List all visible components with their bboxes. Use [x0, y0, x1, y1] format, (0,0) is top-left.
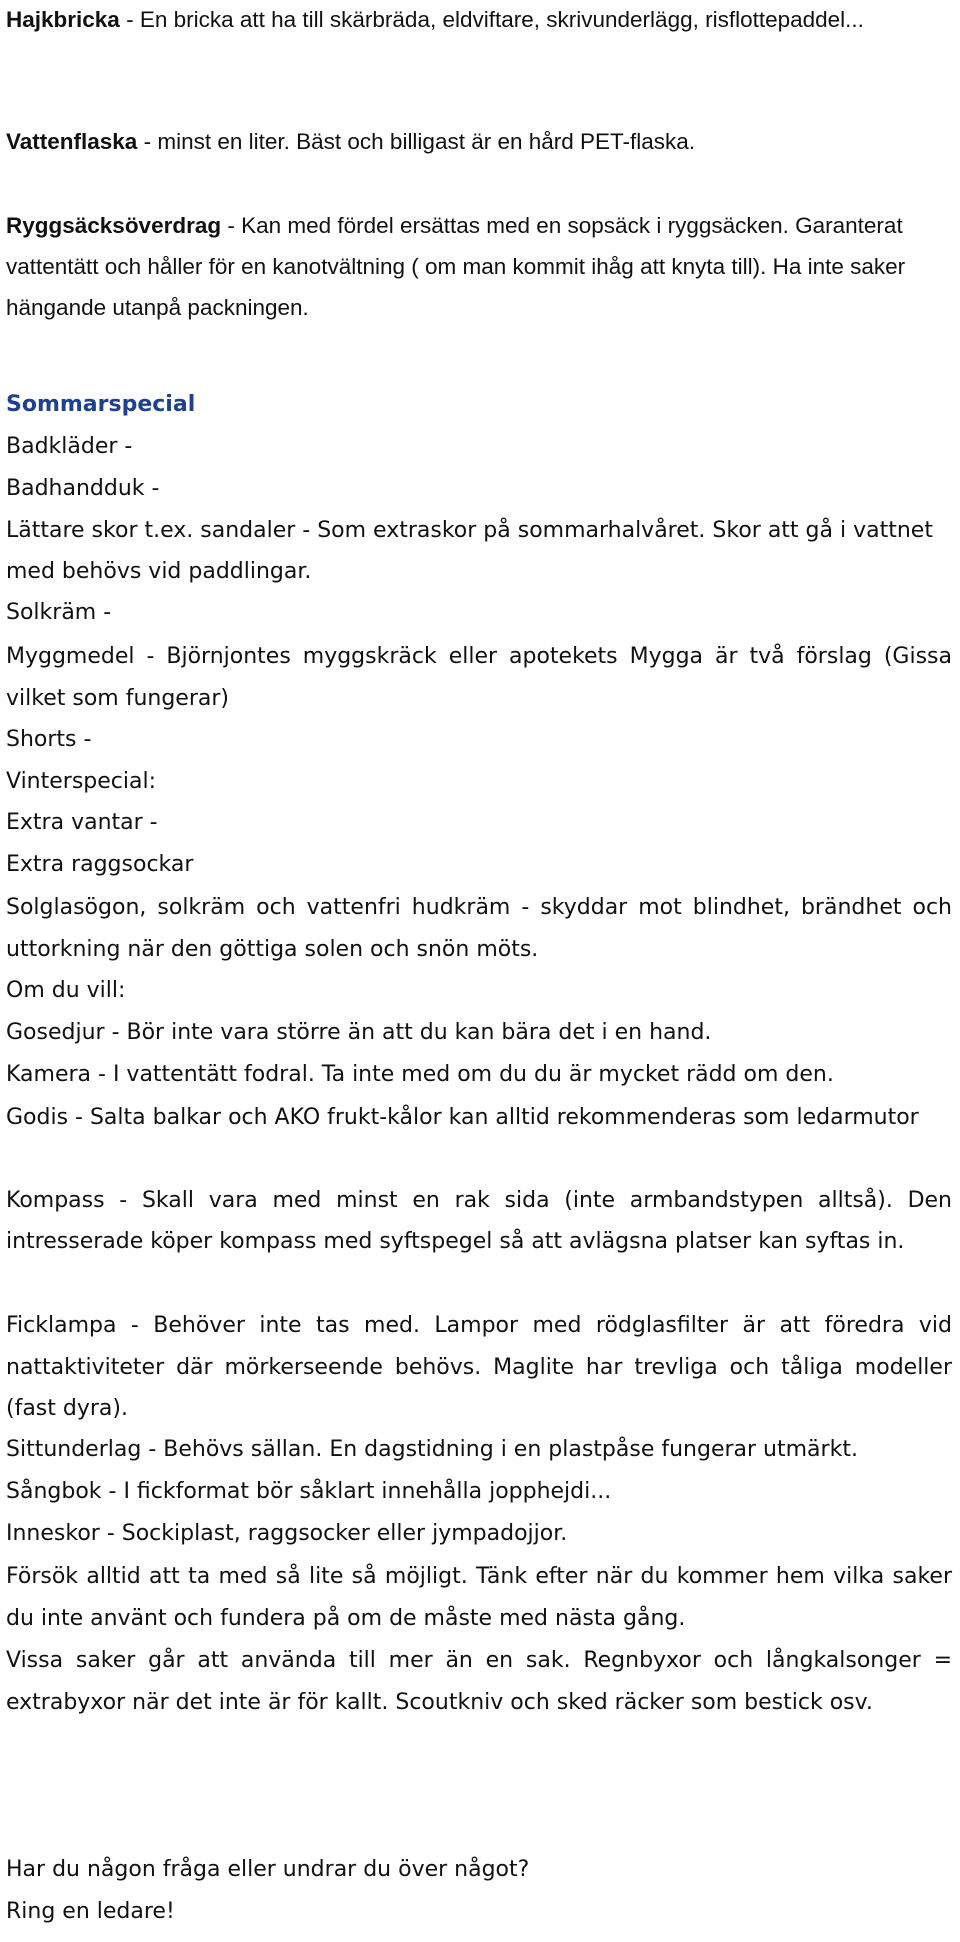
item-inneskor: Inneskor - Sockiplast, raggsocker eller jympadojjor. [6, 1521, 568, 1546]
heading-om-du-vill: Om du vill: [6, 978, 126, 1003]
item-extra-vantar: Extra vantar - [6, 810, 158, 835]
text-hajkbricka: - En bricka att ha till skärbräda, eldviftare, skrivunderlägg, risflottepaddel... [119, 7, 864, 32]
item-gosedjur: Gosedjur - Bör inte vara större än att du kan bära det i en hand. [6, 1020, 712, 1045]
item-kamera: Kamera - I vattentätt fodral. Ta inte med om du du är mycket rädd om den. [6, 1062, 834, 1087]
term-vattenflaska: Vattenflaska [6, 129, 138, 154]
tip-flera-anvandningar: Vissa saker går att använda till mer än en sak. Regnbyxor och långkalsonger = extrabyxor när det inte är för kallt. Scoutkniv och sked räcker som bestick osv. [6, 1648, 952, 1715]
item-myggmedel: Myggmedel - Björnjontes myggskräck eller apotekets Mygga är två förslag (Gissa vilket som fungerar) [6, 644, 952, 711]
footer-call-leader: Ring en ledare! [6, 1899, 175, 1924]
footer-question: Har du någon fråga eller undrar du över något? [6, 1857, 530, 1882]
item-solglasogon: Solglasögon, solkräm och vattenfri hudkräm - skyddar mot blindhet, brändhet och uttorkning när den göttiga solen och snön möts. [6, 895, 952, 962]
text-ryggsacksoverdrag: - Kan med fördel ersättas med en sopsäck i ryggsäcken. Garanterat vattentätt och håller för en kanotvältning ( om man kommit ihåg att knyta till). Ha inte saker hängande utanpå packningen. [6, 213, 906, 320]
item-badhandduk: Badhandduk - [6, 476, 160, 501]
item-ficklampa: Ficklampa - Behöver inte tas med. Lampor med rödglasfilter är att föredra vid nattaktiviteter där mörkerseende behövs. Maglite har trevliga och tåliga modeller (fast dyra). [6, 1313, 952, 1421]
item-vattenflaska [6, 122, 952, 163]
item-sittunderlag: Sittunderlag - Behövs sällan. En dagstidning i en plastpåse fungerar utmärkt. [6, 1437, 858, 1462]
tip-ta-lite: Försök alltid att ta med så lite så möjligt. Tänk efter när du kommer hem vilka saker du inte använt och fundera på om de måste med nästa gång. [6, 1564, 952, 1631]
text-vattenflaska: - minst en liter. Bäst och billigast är en hård PET-flaska. [137, 129, 696, 154]
item-skor: Lättare skor t.ex. sandaler - Som extraskor på sommarhalvåret. Skor att gå i vattnet med behövs vid paddlingar. [6, 518, 933, 584]
item-sangbok: Sångbok - I fickformat bör såklart innehålla jopphejdi... [6, 1479, 612, 1504]
item-hajkbricka [6, 0, 952, 41]
heading-sommarspecial: Sommarspecial [6, 392, 196, 417]
item-ryggsacksoverdrag [6, 205, 952, 328]
term-ryggsacksoverdrag: Ryggsäcksöverdrag [6, 213, 222, 238]
term-hajkbricka: Hajkbricka [6, 7, 120, 32]
item-solkram: Solkräm - [6, 600, 112, 625]
item-kompass: Kompass - Skall vara med minst en rak sida (inte armbandstypen alltså). Den intresserade köper kompass med syftspegel så att avlägsna platser kan syftas in. [6, 1188, 952, 1254]
item-extra-raggsockar: Extra raggsockar [6, 852, 194, 877]
item-badklader: Badkläder - [6, 434, 133, 459]
heading-vinterspecial: Vinterspecial: [6, 769, 157, 794]
item-shorts: Shorts - [6, 727, 92, 752]
item-godis: Godis - Salta balkar och AKO frukt-kålor kan alltid rekommenderas som ledarmutor [6, 1105, 919, 1130]
